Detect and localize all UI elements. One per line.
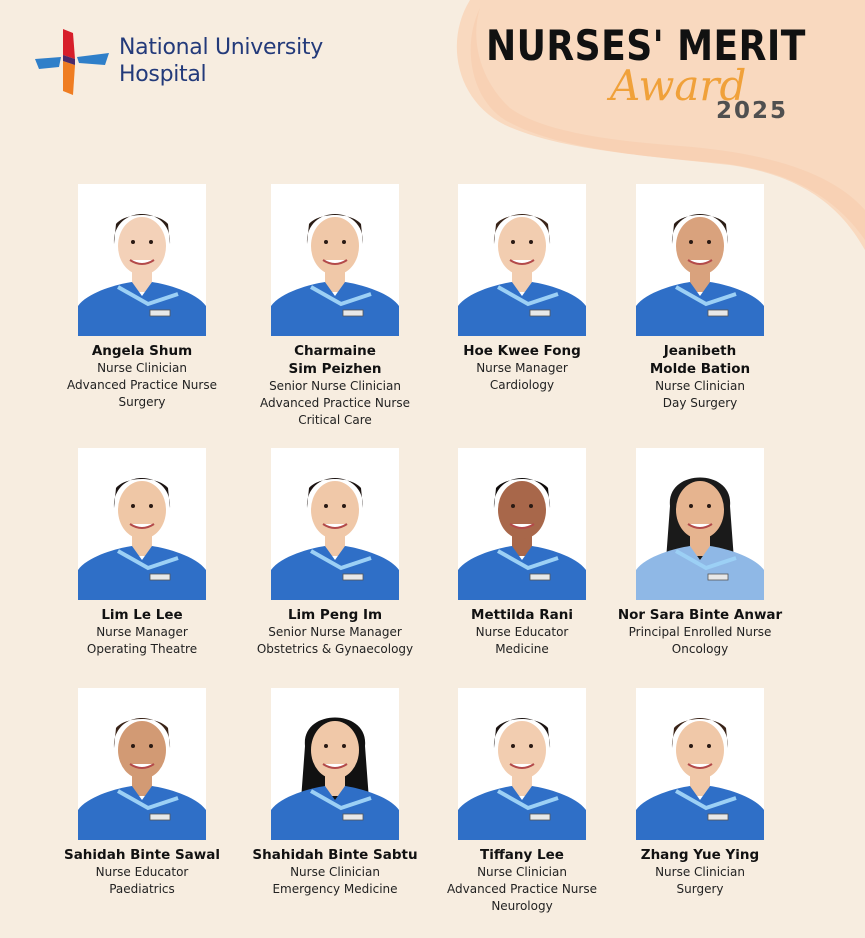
nurse-card — [422, 342, 622, 394]
nurse-role: Advanced Practice Nurse — [447, 882, 597, 896]
nurse-card — [42, 846, 242, 898]
nurse-role: Emergency Medicine — [272, 882, 398, 896]
nurse-role: Senior Nurse Manager — [268, 625, 402, 639]
nurse-role: Oncology — [671, 642, 729, 656]
nurse-card — [235, 606, 435, 658]
nurse-photo — [458, 448, 586, 600]
nurse-role: Nurse Educator — [475, 625, 569, 639]
nurse-card — [235, 342, 435, 429]
nurse-name: Angela Shum — [91, 343, 193, 359]
nurse-photo — [271, 448, 399, 600]
nurse-role: Advanced Practice Nurse — [67, 378, 217, 392]
nurse-card — [42, 606, 242, 658]
hospital-name-line2: Hospital — [119, 62, 207, 87]
nurse-name: Hoe Kwee Fong — [463, 343, 581, 359]
nurse-role: Nurse Clinician — [477, 865, 567, 879]
award-script: Award — [610, 61, 747, 110]
nurse-role: Advanced Practice Nurse — [260, 396, 410, 410]
nurse-photo — [271, 688, 399, 840]
nurse-role: Nurse Manager — [96, 625, 188, 639]
nurse-role: Nurse Clinician — [290, 865, 380, 879]
nurse-role: Nurse Manager — [476, 361, 568, 375]
nurse-role: Critical Care — [298, 413, 372, 427]
nurse-name: Sim Peizhen — [288, 361, 382, 377]
nurse-role: Neurology — [491, 899, 553, 913]
nurse-role: Surgery — [118, 395, 166, 409]
nurse-photo — [636, 688, 764, 840]
star-cross-icon — [33, 27, 113, 97]
nurse-card — [600, 846, 800, 898]
nurse-role: Nurse Clinician — [97, 361, 187, 375]
nurse-role: Principal Enrolled Nurse — [628, 625, 772, 639]
nurse-photo — [78, 184, 206, 336]
nurse-photo — [636, 184, 764, 336]
nurse-name: Zhang Yue Ying — [640, 847, 760, 863]
nurse-photo — [271, 184, 399, 336]
hospital-logo — [33, 27, 333, 97]
nurse-role: Surgery — [676, 882, 724, 896]
nurse-name: Shahidah Binte Sabtu — [252, 847, 418, 863]
award-year: 2025 — [716, 98, 789, 124]
nurse-role: Paediatrics — [109, 882, 175, 896]
nurse-photo — [78, 688, 206, 840]
nurse-card — [235, 846, 435, 898]
nurse-photo — [458, 688, 586, 840]
nurse-name: Nor Sara Binte Anwar — [617, 607, 783, 623]
nurse-name: Lim Le Lee — [101, 607, 183, 623]
hospital-name — [119, 34, 323, 88]
nurse-photo — [78, 448, 206, 600]
nurse-photo — [458, 184, 586, 336]
nurse-role: Obstetrics & Gynaecology — [256, 642, 414, 656]
nurse-role: Day Surgery — [662, 396, 738, 410]
award-title — [470, 21, 806, 132]
nurse-name: Lim Peng Im — [287, 607, 383, 623]
nurse-role: Nurse Clinician — [655, 865, 745, 879]
nurse-card — [600, 342, 800, 412]
nurse-role: Medicine — [495, 642, 549, 656]
nurse-photo — [636, 448, 764, 600]
nurse-name: Charmaine — [294, 343, 376, 359]
nurse-card — [42, 342, 242, 411]
nurse-role: Senior Nurse Clinician — [269, 379, 401, 393]
hospital-name-line1: National University — [119, 35, 323, 60]
nurse-card — [422, 846, 622, 915]
nurse-role: Operating Theatre — [86, 642, 198, 656]
award-heading: NURSES' MERIT — [486, 21, 806, 70]
nurse-name: Sahidah Binte Sawal — [63, 847, 221, 863]
nurse-name: Jeanibeth — [663, 343, 737, 359]
nurse-role: Nurse Educator — [95, 865, 189, 879]
nurse-role: Cardiology — [489, 378, 555, 392]
nurse-card — [422, 606, 622, 658]
nurse-name: Tiffany Lee — [480, 847, 564, 863]
nurse-role: Nurse Clinician — [655, 379, 745, 393]
nurse-name: Molde Bation — [649, 361, 751, 377]
nurse-card — [600, 606, 800, 658]
nurse-name: Mettilda Rani — [471, 607, 573, 623]
